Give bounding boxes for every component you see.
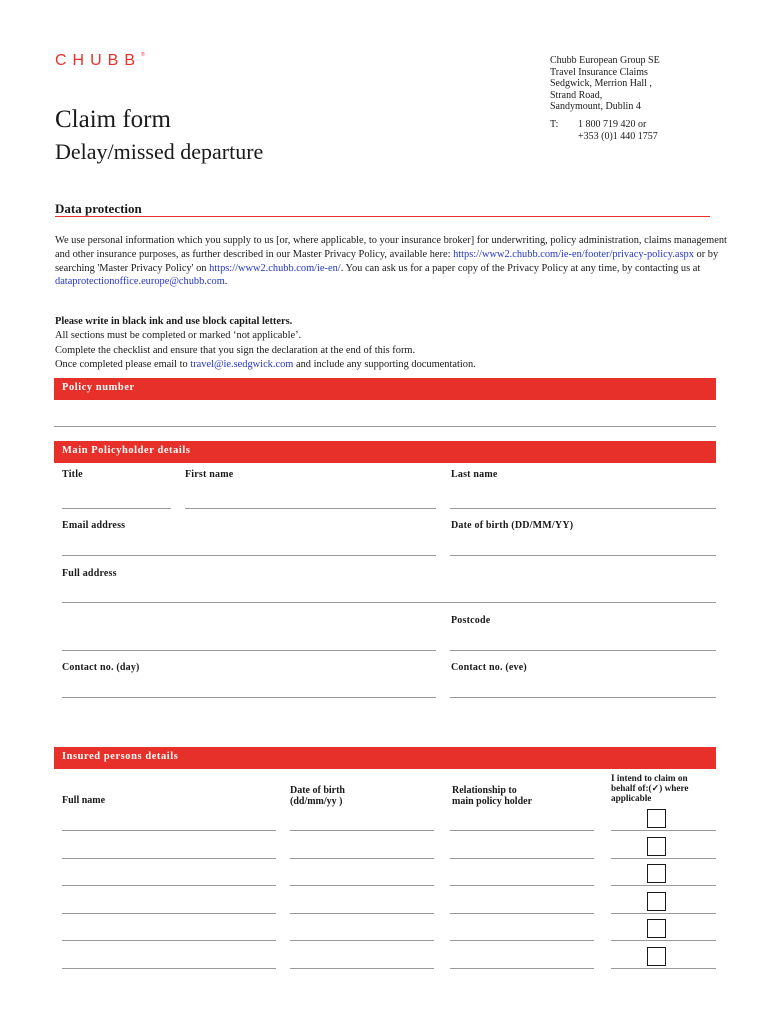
dob-field[interactable]: [290, 858, 434, 859]
telephone-numbers: [578, 119, 658, 143]
instruction-bold: Please write in black ink and use block capital letters.: [55, 316, 293, 327]
claim-on-behalf-checkbox[interactable]: [647, 864, 666, 883]
claim-row-line: [611, 885, 716, 886]
full-address-label: Full address: [62, 568, 117, 579]
postcode-label: Postcode: [451, 615, 491, 626]
dob-field[interactable]: [290, 885, 434, 886]
dob-field[interactable]: [290, 830, 434, 831]
first-name-label: First name: [185, 469, 234, 480]
dob-field[interactable]: [290, 968, 434, 969]
policy-number-header: [54, 378, 716, 400]
relationship-field[interactable]: [450, 858, 594, 859]
claim-on-behalf-column-header: [611, 773, 688, 803]
section-title: Insured persons details: [62, 751, 179, 762]
relationship-field[interactable]: [450, 940, 594, 941]
page-title: Claim form: [55, 106, 171, 133]
claim-row-line: [611, 940, 716, 941]
policy-number-field[interactable]: [54, 426, 716, 427]
claim-header-line: applicable: [611, 793, 652, 803]
postcode-field[interactable]: [450, 650, 716, 651]
data-protection-text: [55, 234, 735, 289]
dp-text-part: .: [224, 276, 228, 288]
address-line: Sedgwick, Merrion Hall ,: [550, 78, 652, 90]
contact-eve-field[interactable]: [450, 697, 716, 698]
insured-persons-header: [54, 747, 716, 769]
full-name-field[interactable]: [62, 940, 276, 941]
address-line: Chubb European Group SE: [550, 55, 660, 66]
telephone-label: T:: [550, 119, 559, 130]
instruction-line: [55, 358, 735, 372]
dataprotection-email-link[interactable]: dataprotectionoffice.europe@chubb.com: [55, 276, 225, 288]
full-name-field[interactable]: [62, 858, 276, 859]
relationship-field[interactable]: [450, 913, 594, 914]
instruction-text: and include any supporting documentation.: [293, 358, 476, 370]
dob-field[interactable]: [450, 555, 716, 556]
instruction-line: Complete the checklist and ensure that you sign the declaration at the end of this form.: [55, 344, 416, 356]
instruction-line: All sections must be completed or marked ‘not applicable’.: [55, 330, 302, 342]
logo-trademark: ®: [141, 52, 145, 58]
relationship-field[interactable]: [450, 885, 594, 886]
claim-on-behalf-checkbox[interactable]: [647, 809, 666, 828]
title-label: Title: [62, 469, 83, 480]
data-protection-heading: Data protection: [55, 201, 142, 216]
full-name-field[interactable]: [62, 885, 276, 886]
instruction-text: Once completed please email to: [55, 358, 191, 370]
privacy-policy-link[interactable]: https://www2.chubb.com/ie-en/footer/privacy-policy.aspx: [453, 248, 694, 260]
relationship-field[interactable]: [450, 968, 594, 969]
first-name-field[interactable]: [185, 508, 436, 509]
claim-row-line: [611, 913, 716, 914]
logo-text: CHUBB: [55, 52, 142, 69]
full-name-field[interactable]: [62, 968, 276, 969]
address-field-line-1[interactable]: [62, 602, 716, 603]
address-field-line-2[interactable]: [62, 650, 436, 651]
dob-header-line: (dd/mm/yy ): [290, 796, 343, 807]
page-subtitle: Delay/missed departure: [55, 139, 264, 164]
dob-column-header: [290, 785, 345, 807]
full-name-column-header: Full name: [62, 795, 106, 806]
contact-day-field[interactable]: [62, 697, 436, 698]
email-field[interactable]: [62, 555, 436, 556]
sedgwick-email-link[interactable]: travel@ie.sedgwick.com: [190, 358, 294, 370]
policyholder-header: [54, 441, 716, 463]
telephone-number: +353 (0)1 440 1757: [578, 131, 658, 142]
full-name-field[interactable]: [62, 830, 276, 831]
section-divider: [55, 216, 710, 217]
chubb-site-link[interactable]: https://www2.chubb.com/ie-en/: [209, 262, 341, 274]
dob-field[interactable]: [290, 913, 434, 914]
relationship-header-line: main policy holder: [452, 796, 533, 807]
dp-text-part: . You can ask us for a paper copy of the Privacy Policy at any time, by contacting us at: [340, 262, 701, 274]
claim-on-behalf-checkbox[interactable]: [647, 892, 666, 911]
full-name-field[interactable]: [62, 913, 276, 914]
claim-row-line: [611, 858, 716, 859]
claim-row-line: [611, 968, 716, 969]
claim-on-behalf-checkbox[interactable]: [647, 919, 666, 938]
relationship-field[interactable]: [450, 830, 594, 831]
section-title: Main Policyholder details: [62, 445, 191, 456]
chubb-logo: [55, 52, 145, 70]
claim-on-behalf-checkbox[interactable]: [647, 837, 666, 856]
claim-header-line: behalf of:(✓) where: [611, 783, 689, 793]
instructions: [55, 315, 735, 372]
contact-day-label: Contact no. (day): [62, 662, 140, 673]
section-title: Policy number: [62, 382, 135, 393]
dp-text-part: or by searching 'Master Privacy Policy' on: [55, 248, 719, 274]
claim-header-line: I intend to claim on: [611, 773, 688, 783]
claim-on-behalf-checkbox[interactable]: [647, 947, 666, 966]
title-field[interactable]: [62, 508, 171, 509]
insurer-address: [550, 55, 660, 113]
telephone-number: 1 800 719 420 or: [578, 119, 647, 130]
email-label: Email address: [62, 520, 126, 531]
last-name-label: Last name: [451, 469, 498, 480]
address-line: Strand Road,: [550, 89, 603, 101]
last-name-field[interactable]: [450, 508, 716, 509]
dob-header-line: Date of birth: [290, 785, 345, 796]
dp-text-part: We use personal information which you supply to us [or, where applicable, to your insurance broker] for underwriting, policy administration, claims management and other insurance purposes, as further described in our Master Privacy Policy, available here:: [55, 235, 727, 260]
claim-row-line: [611, 830, 716, 831]
address-line: Travel Insurance Claims: [550, 66, 648, 78]
dob-label: Date of birth (DD/MM/YY): [451, 520, 574, 531]
contact-eve-label: Contact no. (eve): [451, 662, 527, 673]
relationship-column-header: [452, 785, 532, 807]
address-line: Sandymount, Dublin 4: [550, 101, 641, 113]
dob-field[interactable]: [290, 940, 434, 941]
relationship-header-line: Relationship to: [452, 785, 517, 796]
